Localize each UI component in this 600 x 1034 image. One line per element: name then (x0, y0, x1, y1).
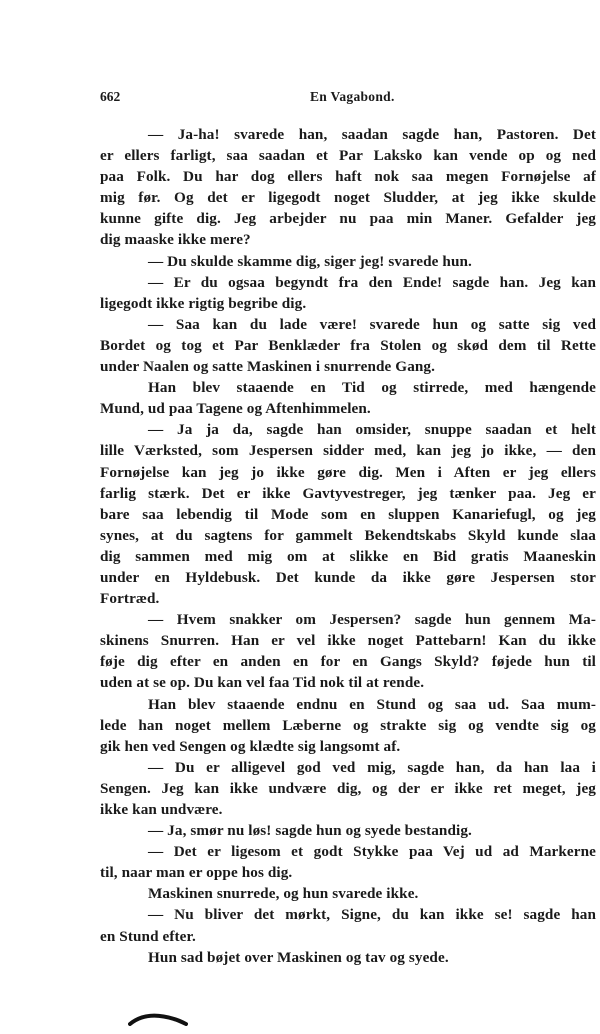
text-line: Mund, ud paa Tagene og Aftenhimmelen. (100, 400, 371, 418)
text-line: dig sammen med mig om at slikke en Bid gratis Maaneskin (100, 547, 596, 565)
page-header (100, 89, 596, 109)
text-line: Han blev staaende en Tid og stirrede, med hængende (148, 379, 596, 397)
text-line: — Du er alligevel god ved mig, sagde han, da han laa i (148, 758, 596, 776)
text-line: til, naar man er oppe hos dig. (100, 864, 293, 882)
text-line: Maskinen snurrede, og hun svarede ikke. (148, 885, 419, 903)
text-line: gik hen ved Sengen og klædte sig langsomt af. (100, 737, 401, 755)
text-line: dig maaske ikke mere? (100, 231, 251, 249)
text-line: — Du skulde skamme dig, siger jeg! svarede hun. (148, 252, 472, 270)
text-line: Fornøjelse kan jeg jo ikke gøre dig. Men i Aften er jeg ellers (100, 463, 596, 481)
text-line: lede han noget mellem Læberne og strakte sig og vendte sig og (100, 716, 596, 734)
text-line: skinens Snurren. Han er vel ikke noget Pattebarn! Kan du ikke (100, 632, 596, 650)
text-line: under Naalen og satte Maskinen i snurrende Gang. (100, 358, 436, 376)
text-line: uden at se op. Du kan vel faa Tid nok til at rende. (100, 674, 425, 692)
text-line: — Ja-ha! svarede han, saadan sagde han, Pastoren. Det (148, 126, 596, 143)
text-line: — Det er ligesom et godt Stykke paa Vej ud ad Markerne (148, 843, 596, 861)
text-line: føje dig efter en anden en for en Gangs Skyld? føjede hun til (100, 653, 596, 671)
text-line: Bordet og tog et Par Benklæder fra Stolen og skød dem til Rette (100, 336, 596, 354)
text-line: — Saa kan du lade være! svarede hun og satte sig ved (148, 315, 596, 333)
text-line: synes, at du sagtens for gammelt Bekendtskabs Skyld kunde slaa (100, 526, 596, 544)
printer-mark-icon (128, 1012, 188, 1026)
text-line: ligegodt ikke rigtig begribe dig. (100, 294, 307, 312)
text-line: — Hvem snakker om Jespersen? sagde hun gennem Ma- (148, 611, 596, 629)
text-line: — Er du ogsaa begyndt fra den Ende! sagde han. Jeg kan (148, 273, 596, 291)
running-title: En Vagabond. (310, 89, 395, 104)
text-line: en Stund efter. (100, 927, 196, 945)
text-line: er ellers farligt, saa saadan et Par Laksko kan vende op og ned (100, 147, 596, 165)
text-line: ikke kan undvære. (100, 801, 223, 818)
text-line: under en Hyldebusk. Det kunde da ikke gøre Jespersen stor (100, 568, 596, 586)
text-line: bare saa lebendig til Mode som en sluppen Kanariefugl, og jeg (100, 505, 596, 523)
text-line: Sengen. Jeg kan ikke undvære dig, og der er ikke ret meget, jeg (100, 779, 596, 797)
text-line: farlig stærk. Det er ikke Gavtyvestreger, jeg tænker paa. Jeg er (100, 484, 596, 502)
page-number: 662 (100, 89, 121, 104)
text-line: — Ja ja da, sagde han omsider, snuppe saadan et helt (148, 421, 596, 439)
text-line: Han blev staaende endnu en Stund og saa ud. Saa mum- (148, 695, 596, 713)
text-line: mig før. Og det er ligegodt noget Sludder, at jeg ikke skulde (100, 189, 596, 207)
text-line: — Ja, smør nu løs! sagde hun og syede bestandig. (148, 822, 472, 840)
text-line: lille Værksted, som Jespersen sidder med, kan jeg jo ikke, — den (100, 442, 596, 460)
body-text (100, 124, 596, 968)
text-line: — Nu bliver det mørkt, Signe, du kan ikke se! sagde han (148, 906, 596, 924)
text-line: Fortræd. (100, 590, 160, 608)
text-line: paa Folk. Du har dog ellers haft nok saa megen Fornøjelse af (100, 168, 596, 186)
text-line: kunne gifte dig. Jeg arbejder nu paa min Maner. Gefalder jeg (100, 210, 596, 228)
text-line: Hun sad bøjet over Maskinen og tav og syede. (148, 948, 449, 966)
